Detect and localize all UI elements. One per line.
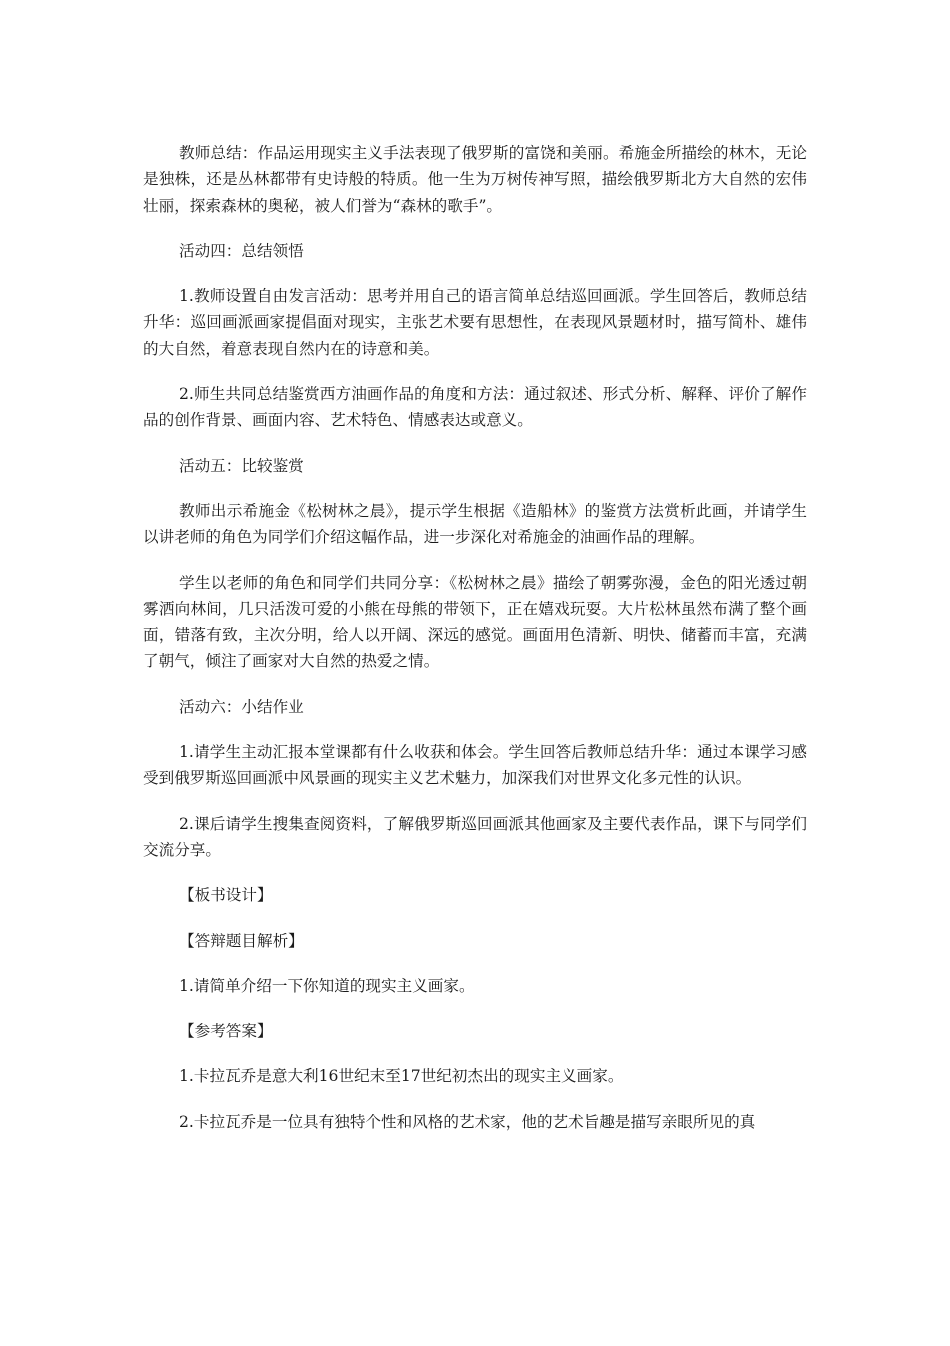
- heading-defense-analysis: 【答辩题目解析】: [179, 931, 304, 950]
- heading-activity-six: 活动六：小结作业: [179, 697, 304, 716]
- paragraph-appreciation-method: 2.师生共同总结鉴赏西方油画作品的角度和方法：通过叙述、形式分析、解释、评价了解作品的创作背景、画面内容、艺术特色、情感表达或意义。: [143, 385, 807, 430]
- paragraph-report: 1.请学生主动汇报本堂课都有什么收获和体会。学生回答后教师总结升华：通过本课学习感受到俄罗斯巡回画派中风景画的现实主义艺术魅力，加深我们对世界文化多元性的认识。: [143, 743, 807, 788]
- heading-board-design: 【板书设计】: [179, 886, 273, 905]
- paragraph-student-share: 学生以老师的角色和同学们共同分享：《松树林之晨》描绘了朝雾弥漫，金色的阳光透过朝雾洒向林间，几只活泼可爱的小熊在母熊的带领下，正在嬉戏玩耍。大片松林虽然布满了整个画面，错落有致，主次分明，给人以开阔、深远的感觉。画面用色清新、明快、储蓄而丰富，充满了朝气，倾注了画家对大自然的热爱之情。: [143, 573, 807, 671]
- paragraph-answer-2: 2.卡拉瓦乔是一位具有独特个性和风格的艺术家，他的艺术旨趣是描写亲眼所见的真: [179, 1112, 756, 1131]
- heading-reference-answer: 【参考答案】: [179, 1022, 273, 1041]
- heading-activity-four: 活动四：总结领悟: [179, 241, 304, 260]
- paragraph-answer-1: 1.卡拉瓦乔是意大利16世纪末至17世纪初杰出的现实主义画家。: [179, 1067, 624, 1086]
- paragraph-compare-intro: 教师出示希施金《松树林之晨》，提示学生根据《造船林》的鉴赏方法赏析此画，并请学生以讲老师的角色为同学们介绍这幅作品，进一步深化对希施金的油画作品的理解。: [143, 501, 807, 547]
- document-body: [143, 140, 807, 1154]
- paragraph-free-speech: 1.教师设置自由发言活动：思考并用自己的语言简单总结巡回画派。学生回答后，教师总结升华：巡回画派画家提倡面对现实，主张艺术要有思想性，在表现风景题材时，描写简朴、雄伟的大自然，着意表现自然内在的诗意和美。: [143, 287, 807, 358]
- paragraph-teacher-summary: 教师总结：作品运用现实主义手法表现了俄罗斯的富饶和美丽。希施金所描绘的林木，无论是独株，还是丛林都带有史诗般的特质。他一生为万树传神写照，描绘俄罗斯北方大自然的宏伟壮丽，探索森林的奥秘，被人们誉为“森林的歌手”。: [143, 144, 807, 215]
- paragraph-question-1: 1.请简单介绍一下你知道的现实主义画家。: [179, 976, 475, 995]
- paragraph-homework: 2.课后请学生搜集查阅资料，了解俄罗斯巡回画派其他画家及主要代表作品，课下与同学们交流分享。: [143, 814, 807, 859]
- heading-activity-five: 活动五：比较鉴赏: [179, 456, 304, 475]
